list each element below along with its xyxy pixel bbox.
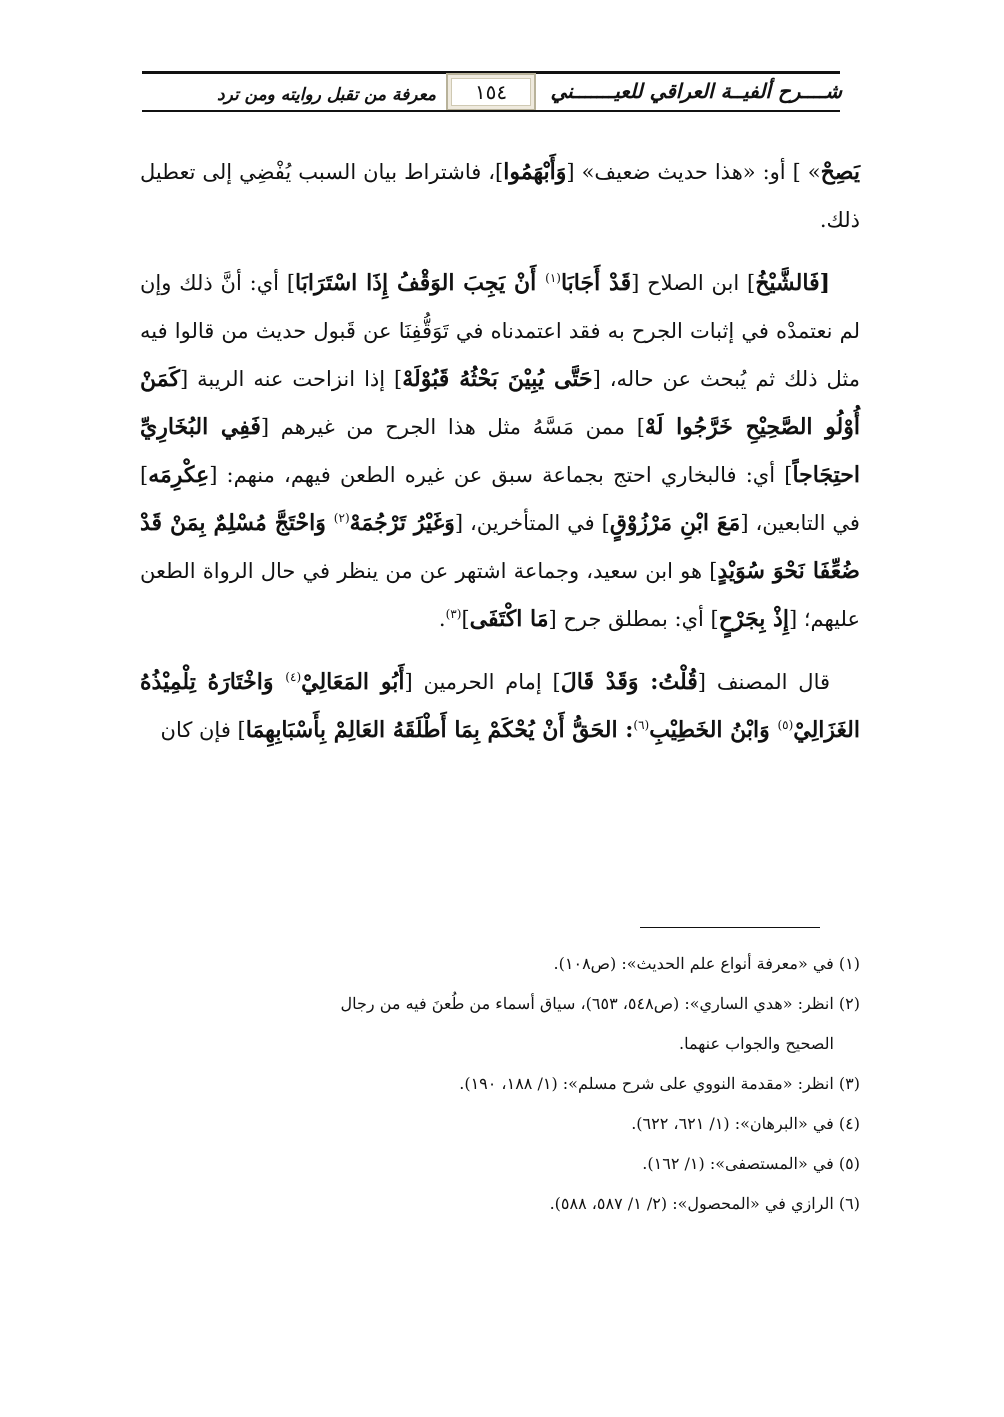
footnote-continuation: الصحيح والجواب عنهما.: [679, 1034, 834, 1053]
footnote-6: [140, 1184, 860, 1224]
paragraph-3: [140, 658, 860, 754]
footnote-4: [140, 1104, 860, 1144]
commentary-text: ] أي: فالبخاري احتج بجماعة سبق عن غيره الطعن فيهم، منهم: [: [209, 463, 793, 487]
commentary-text: ]، فاشتراط بيان السبب يُفْضِي إلى تعطيل ذلك.: [140, 160, 860, 232]
section-title: معرفة من تقبل روايته ومن ترد: [217, 85, 436, 105]
poem-text: فَفِي البُخَارِيِّ احتِجَاجاً: [140, 414, 860, 488]
commentary-text: ] فإن كان: [160, 718, 246, 742]
commentary-text: » ] أو: «هذا حديث ضعيف» [: [566, 160, 821, 184]
footnote-1: [140, 944, 860, 984]
footnote-text: (٦) الرازي في «المحصول»: (٢/ ١/ ٥٨٧، ٥٨٨).: [549, 1194, 860, 1213]
commentary-text: .: [438, 607, 446, 631]
commentary-text: ] ابن الصلاح [: [631, 271, 756, 295]
footnote-3: [140, 1064, 860, 1104]
poem-text: وَاخْتَارَهُ تِلْمِيْذُهُ الغَزَالِيْ: [140, 669, 860, 743]
commentary-text: ] إمام الحرمين [: [404, 670, 561, 694]
main-text: [140, 148, 860, 754]
commentary-text: ] في التابعين، [: [140, 463, 860, 535]
poem-text: وَابْنُ الخَطِيْبِ: [649, 717, 778, 743]
footnote-5: [140, 1144, 860, 1184]
footnote-text: (١) في «معرفة أنواع علم الحديث»: (ص١٠٨).: [553, 954, 860, 973]
poem-text: وَاحْتَجَّ مُسْلِمٌ بِمَنْ قَدْ ضُعِّفَا نَحْوَ سُوَيْدٍ: [140, 510, 860, 584]
poem-text: وَغَيْرُ تَرْجُمَهْ: [349, 510, 455, 536]
commentary-text: قال المصنف [: [697, 670, 831, 694]
paragraph-2: [140, 259, 860, 643]
poem-text: قُلْتُ: وَقَدْ قَالَ: [560, 669, 698, 695]
footnote-ref: (٢): [333, 511, 350, 525]
footnote-text: (٤) في «البرهان»: (١/ ٦٢١، ٦٢٢).: [631, 1114, 860, 1133]
poem-text: مَعَ ابْنِ مَرْزُوْقٍ: [609, 510, 741, 536]
commentary-text: ] أي: بمطلق جرح [: [548, 607, 719, 631]
footnote-text: (٢) انظر: «هدي الساري»: (ص٥٤٨، ٦٥٣)، سياق أسماء من طُعنَ فيه من رجال: [340, 994, 860, 1013]
commentary-text: ] في المتأخرين، [: [454, 511, 610, 535]
poem-text: أَبُو المَعَالِيْ: [301, 669, 405, 695]
footnotes: [140, 944, 860, 1224]
commentary-text: ]: [461, 607, 470, 631]
paragraph-1: [140, 148, 860, 244]
footnote-text: (٥) في «المستصفى»: (١/ ١٦٢).: [642, 1154, 860, 1173]
footnote-ref: (٥): [777, 718, 794, 732]
poem-text: قَدْ أَجَابَا: [560, 270, 632, 296]
poem-text: كَمَنْ أُوْلُو الصَّحِيْحِ خَرَّجُوا لَهْ: [140, 366, 860, 440]
poem-text: أَنْ يَجِبَ الوَقْفُ إِذَا اسْتَرَابَا: [295, 270, 546, 296]
footnote-text: (٣) انظر: «مقدمة النووي على شرح مسلم»: (١/ ١٨٨، ١٩٠).: [459, 1074, 860, 1093]
poem-text: إِذْ بِجَرْحٍ: [718, 606, 789, 632]
poem-text: مَا اكْتَفَى: [469, 606, 549, 632]
commentary-text: ] هو ابن سعيد، وجماعة اشتهر عن من ينظر في حال الرواة الطعن عليهم؛ [: [140, 559, 860, 631]
commentary-text: ] أي: أنَّ ذلك وإن لم نعتمدْه في إثبات الجرح به فقد اعتمدناه في تَوَقُّفِنَا عن قَبول حديث من قالوا فيه مثل ذلك ثم يُبحث عن حاله، [: [140, 271, 860, 391]
footnote-ref: (٦): [633, 718, 650, 732]
commentary-text: ] ممن مَسَّهُ مثل هذا الجرح من غيرهم [: [260, 415, 645, 439]
poem-text: عِكْرِمَه: [148, 462, 210, 488]
poem-text: [فَالشَّيْخُ: [755, 270, 831, 296]
poem-text: : الحَقُّ أَنْ يُحْكَمْ بِمَا أَطْلَقَهُ العَالِمْ بِأَسْبَابِهِمَا: [245, 717, 634, 743]
poem-text: وَأَبْهَمُوا: [503, 159, 567, 185]
footnote-2: [140, 984, 860, 1064]
poem-text: حَتَّى يُبِيْنَ بَحْثُهُ قَبُوْلَهْ: [402, 366, 593, 392]
footnote-ref: (٣): [445, 607, 462, 621]
page-number-box: ١٥٤: [446, 73, 536, 111]
footnote-ref: (٤): [285, 670, 302, 684]
header-rule-bottom: [142, 110, 840, 112]
book-title: شــــرح ألفيــة العراقي للعيـــــــني: [550, 79, 842, 103]
footnote-separator: [640, 927, 820, 928]
footnote-ref: (١): [545, 271, 561, 285]
poem-text: يَصِحْ: [820, 159, 860, 185]
commentary-text: ] إذا انزاحت عنه الريبة [: [179, 367, 403, 391]
